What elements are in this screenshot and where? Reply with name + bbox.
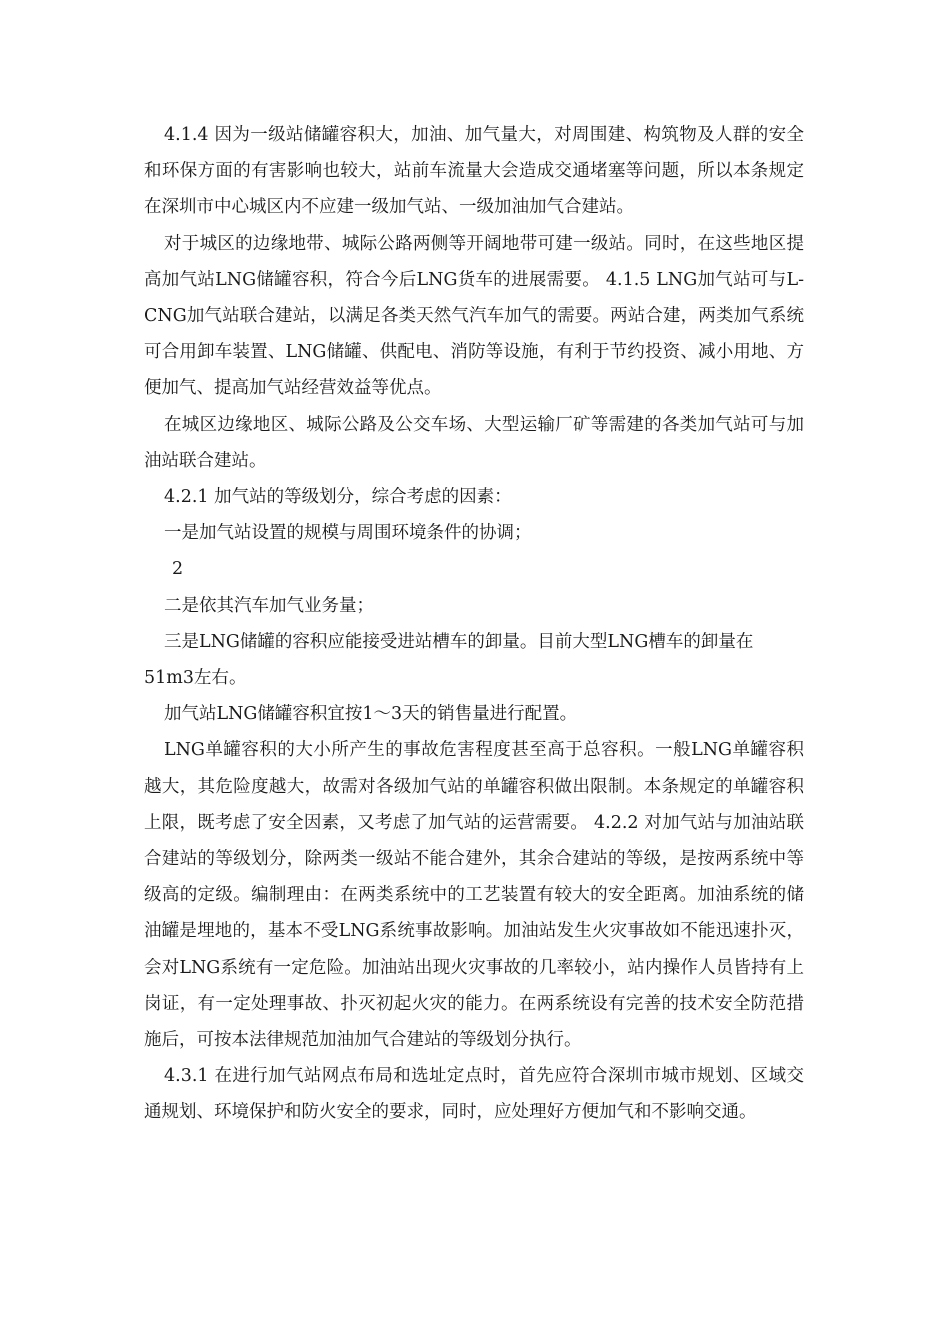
paragraph-factor-three-cont: 51m3左右。	[144, 668, 247, 689]
paragraph-4-1-5: 对于城区的边缘地带、城际公路两侧等开阔地带可建一级站。同时，在这些地区提高加气站LNG储罐容积，符合今后LNG货车的进展需要。 4.1.5 LNG加气站可与L-CNG加气站联合建站，以满足各类天然气汽车加气的需要。两站合建，两类加气系统可合用卸车装置、LNG储罐、供配电、消防等设施，有利于节约投资、减小用地、方便加气、提高加气站经营效益等优点。	[144, 233, 804, 399]
document-page	[144, 117, 804, 1131]
page-number: 2	[172, 559, 184, 580]
paragraph-factor-two: 二是依其汽车加气业务量；	[164, 595, 374, 616]
paragraph-factor-one: 一是加气站设置的规模与周围环境条件的协调；	[164, 523, 532, 544]
paragraph-factor-three: 三是LNG储罐的容积应能接受进站槽车的卸量。目前大型LNG槽车的卸量在	[164, 631, 754, 652]
paragraph-4-2-1: 4.2.1 加气站的等级划分，综合考虑的因素：	[164, 487, 512, 508]
paragraph-tank-volume: 加气站LNG储罐容积宜按1～3天的销售量进行配置。	[164, 704, 578, 725]
paragraph-4-1-4: 4.1.4 因为一级站储罐容积大，加油、加气量大，对周围建、构筑物及人群的安全和环保方面的有害影响也较大，站前车流量大会造成交通堵塞等问题，所以本条规定在深圳市中心城区内不应建一级加气站、一级加油加气合建站。	[144, 125, 804, 218]
paragraph-edge-areas: 在城区边缘地区、城际公路及公交车场、大型运输厂矿等需建的各类加气站可与加油站联合建站。	[144, 414, 804, 471]
paragraph-4-3-1: 4.3.1 在进行加气站网点布局和选址定点时，首先应符合深圳市城市规划、区域交通规划、环境保护和防火安全的要求，同时，应处理好方便加气和不影响交通。	[144, 1066, 804, 1123]
paragraph-4-2-2: LNG单罐容积的大小所产生的事故危害程度甚至高于总容积。一般LNG单罐容积越大，其危险度越大，故需对各级加气站的单罐容积做出限制。本条规定的单罐容积上限，既考虑了安全因素，又考虑了加气站的运营需要。 4.2.2 对加气站与加油站联合建站的等级划分，除两类一级站不能合建外，其余合建站的等级，是按两系统中等级高的定级。编制理由：在两类系统中的工艺装置有较大的安全距离。加油系统的储油罐是埋地的，基本不受LNG系统事故影响。加油站发生火灾事故如不能迅速扑灭，会对LNG系统有一定危险。加油站出现火灾事故的几率较小，站内操作人员皆持有上岗证，有一定处理事故、扑灭初起火灾的能力。在两系统设有完善的技术安全防范措施后，可按本法律规范加油加气合建站的等级划分执行。	[144, 740, 804, 1051]
